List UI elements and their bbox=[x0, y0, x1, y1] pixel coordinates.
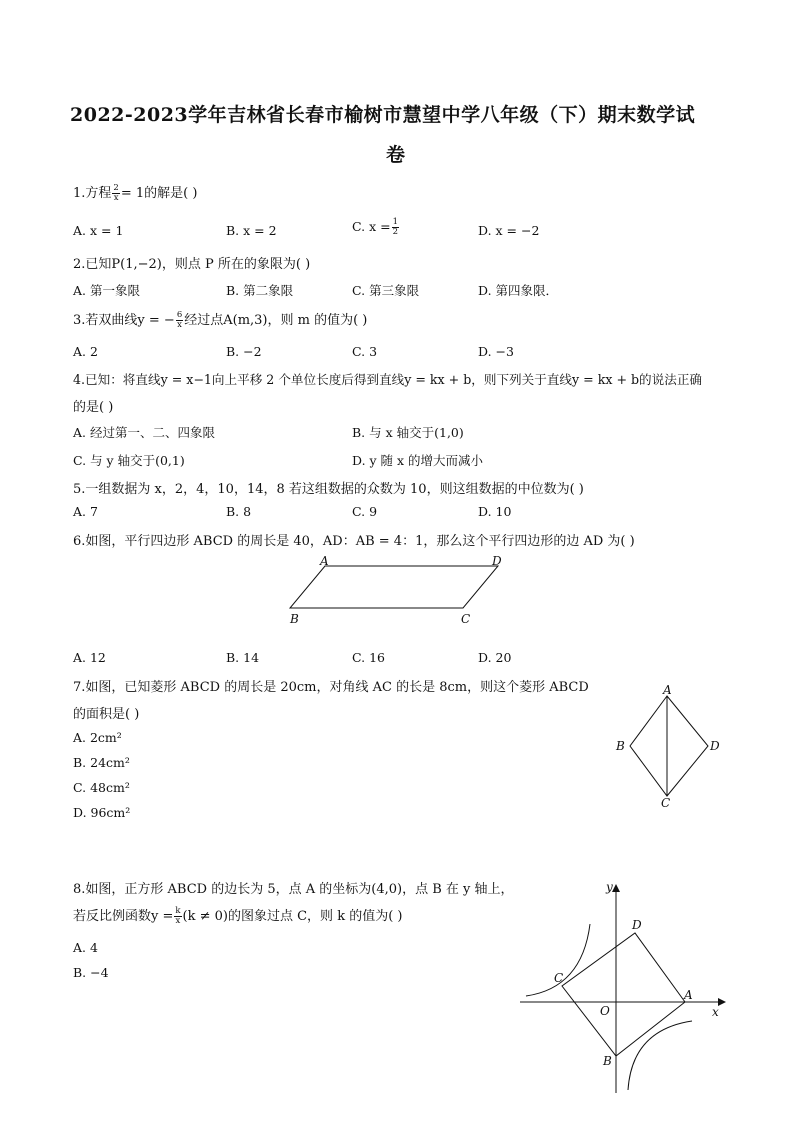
q4-option-a[interactable]: A. 经过第一、二、四象限 bbox=[73, 425, 215, 440]
hyperbola-branch-lower-right bbox=[628, 1021, 692, 1090]
q1-option-b[interactable]: B. x = 2 bbox=[226, 223, 277, 238]
q3-stem-pre: 3.若双曲线y = − bbox=[73, 313, 175, 328]
q4-option-c[interactable]: C. 与 y 轴交于(0,1) bbox=[73, 453, 185, 468]
label-c: C bbox=[461, 612, 471, 626]
rhombus-figure bbox=[608, 680, 728, 810]
question-1 bbox=[73, 182, 197, 203]
label-x: x bbox=[712, 1005, 719, 1019]
q1-option-a[interactable]: A. x = 1 bbox=[73, 223, 124, 238]
label-y: y bbox=[606, 880, 613, 894]
q8-option-a[interactable]: A. 4 bbox=[73, 940, 98, 955]
q8-fraction bbox=[174, 907, 181, 926]
q8-stem-pre: 若反比例函数y = bbox=[73, 909, 174, 924]
q6-option-d[interactable]: D. 20 bbox=[478, 650, 512, 665]
q3-option-b[interactable]: B. −2 bbox=[226, 344, 262, 359]
q7-option-b[interactable]: B. 24cm² bbox=[73, 755, 130, 770]
label-a: A bbox=[320, 554, 329, 568]
label-c: C bbox=[554, 971, 564, 985]
label-a: A bbox=[663, 683, 672, 697]
label-b: B bbox=[616, 739, 625, 753]
label-c: C bbox=[661, 796, 671, 810]
q4-option-b[interactable]: B. 与 x 轴交于(1,0) bbox=[352, 425, 464, 440]
x-axis-arrow bbox=[718, 998, 726, 1006]
q8-frac-num: k bbox=[175, 906, 181, 916]
q6-option-a[interactable]: A. 12 bbox=[73, 650, 106, 665]
q5-option-d[interactable]: D. 10 bbox=[478, 504, 512, 519]
q3-option-d[interactable]: D. −3 bbox=[478, 344, 514, 359]
q1-option-c-fraction bbox=[392, 218, 399, 237]
q3-fraction bbox=[176, 311, 183, 330]
label-o: O bbox=[600, 1004, 610, 1018]
q4-option-d[interactable]: D. y 随 x 的增大而减小 bbox=[352, 453, 484, 468]
q3-frac-num: 6 bbox=[176, 310, 183, 320]
q1-stem-post: = 1的解是( ) bbox=[120, 186, 198, 201]
label-d: D bbox=[710, 739, 720, 753]
label-b: B bbox=[603, 1054, 612, 1068]
rhombus-shape bbox=[630, 696, 708, 796]
q2-option-a[interactable]: A. 第一象限 bbox=[73, 283, 140, 298]
q5-option-b[interactable]: B. 8 bbox=[226, 504, 252, 519]
q7-option-d[interactable]: D. 96cm² bbox=[73, 805, 131, 820]
q2-option-d[interactable]: D. 第四象限． bbox=[478, 283, 559, 298]
coordinate-figure bbox=[520, 878, 735, 1093]
q8-frac-den: x bbox=[175, 916, 181, 926]
q3-frac-den: x bbox=[177, 320, 182, 330]
question-7-line1: 7.如图，已知菱形 ABCD 的周长是 20cm，对角线 AC 的长是 8cm，则这个菱形 ABCD bbox=[73, 680, 589, 695]
question-2: 2.已知P(1,−2)，则点 P 所在的象限为( ) bbox=[73, 257, 311, 272]
q8-option-b[interactable]: B. −4 bbox=[73, 965, 109, 980]
question-7-line2: 的面积是( ) bbox=[73, 707, 140, 722]
q1-optc-num: 1 bbox=[392, 217, 398, 227]
q1-fraction bbox=[112, 184, 119, 203]
q1-optc-den: 2 bbox=[392, 227, 398, 237]
q1-option-c[interactable] bbox=[352, 218, 400, 237]
label-b: B bbox=[290, 612, 299, 626]
question-4-line2: 的是( ) bbox=[73, 400, 114, 415]
question-6: 6.如图，平行四边形 ABCD 的周长是 40，AD：AB = 4：1，那么这个平行四边形的边 AD 为( ) bbox=[73, 534, 635, 549]
square-abcd bbox=[562, 933, 685, 1056]
q5-option-c[interactable]: C. 9 bbox=[352, 504, 378, 519]
q1-frac-den: x bbox=[113, 193, 119, 203]
parallelogram-figure bbox=[280, 553, 520, 628]
question-8-line2 bbox=[73, 905, 402, 926]
q1-option-d[interactable]: D. x = −2 bbox=[478, 223, 540, 238]
q5-option-a[interactable]: A. 7 bbox=[73, 504, 98, 519]
question-4-line1: 4.已知：将直线y = x−1向上平移 2 个单位长度后得到直线y = kx + b，则下列关于直线y = kx + b的说法正确 bbox=[73, 372, 703, 387]
q8-stem-post: (k ≠ 0)的图象过点 C，则 k 的值为( ) bbox=[182, 909, 403, 924]
q1-stem-pre: 1.方程 bbox=[73, 186, 112, 201]
y-axis-arrow bbox=[612, 884, 620, 892]
parallelogram-shape bbox=[290, 566, 498, 608]
q7-option-c[interactable]: C. 48cm² bbox=[73, 780, 130, 795]
label-d: D bbox=[492, 554, 502, 568]
label-a: A bbox=[684, 988, 693, 1002]
q3-stem-post: 经过点A(m,3)，则 m 的值为( ) bbox=[184, 313, 368, 328]
q3-option-c[interactable]: C. 3 bbox=[352, 344, 378, 359]
question-3 bbox=[73, 309, 367, 330]
hyperbola-branch-upper-left bbox=[526, 924, 590, 996]
q3-option-a[interactable]: A. 2 bbox=[73, 344, 98, 359]
q1-option-c-text: C. x = bbox=[352, 219, 391, 234]
q2-option-b[interactable]: B. 第二象限 bbox=[226, 283, 294, 298]
q7-option-a[interactable]: A. 2cm² bbox=[73, 730, 122, 745]
question-8-line1: 8.如图，正方形 ABCD 的边长为 5，点 A 的坐标为(4,0)，点 B 在 y 轴上， bbox=[73, 882, 514, 897]
page-title-line2: 卷 bbox=[386, 144, 406, 166]
q1-frac-num: 2 bbox=[113, 183, 119, 193]
page-title: 2022-2023学年吉林省长春市榆树市慧望中学八年级（下）期末数学试 bbox=[70, 104, 696, 126]
label-d: D bbox=[632, 918, 642, 932]
q6-option-b[interactable]: B. 14 bbox=[226, 650, 260, 665]
q2-option-c[interactable]: C. 第三象限 bbox=[352, 283, 420, 298]
q6-option-c[interactable]: C. 16 bbox=[352, 650, 385, 665]
question-5: 5.一组数据为 x，2，4，10，14，8 若这组数据的众数为 10，则这组数据的中位数为( ) bbox=[73, 482, 584, 497]
